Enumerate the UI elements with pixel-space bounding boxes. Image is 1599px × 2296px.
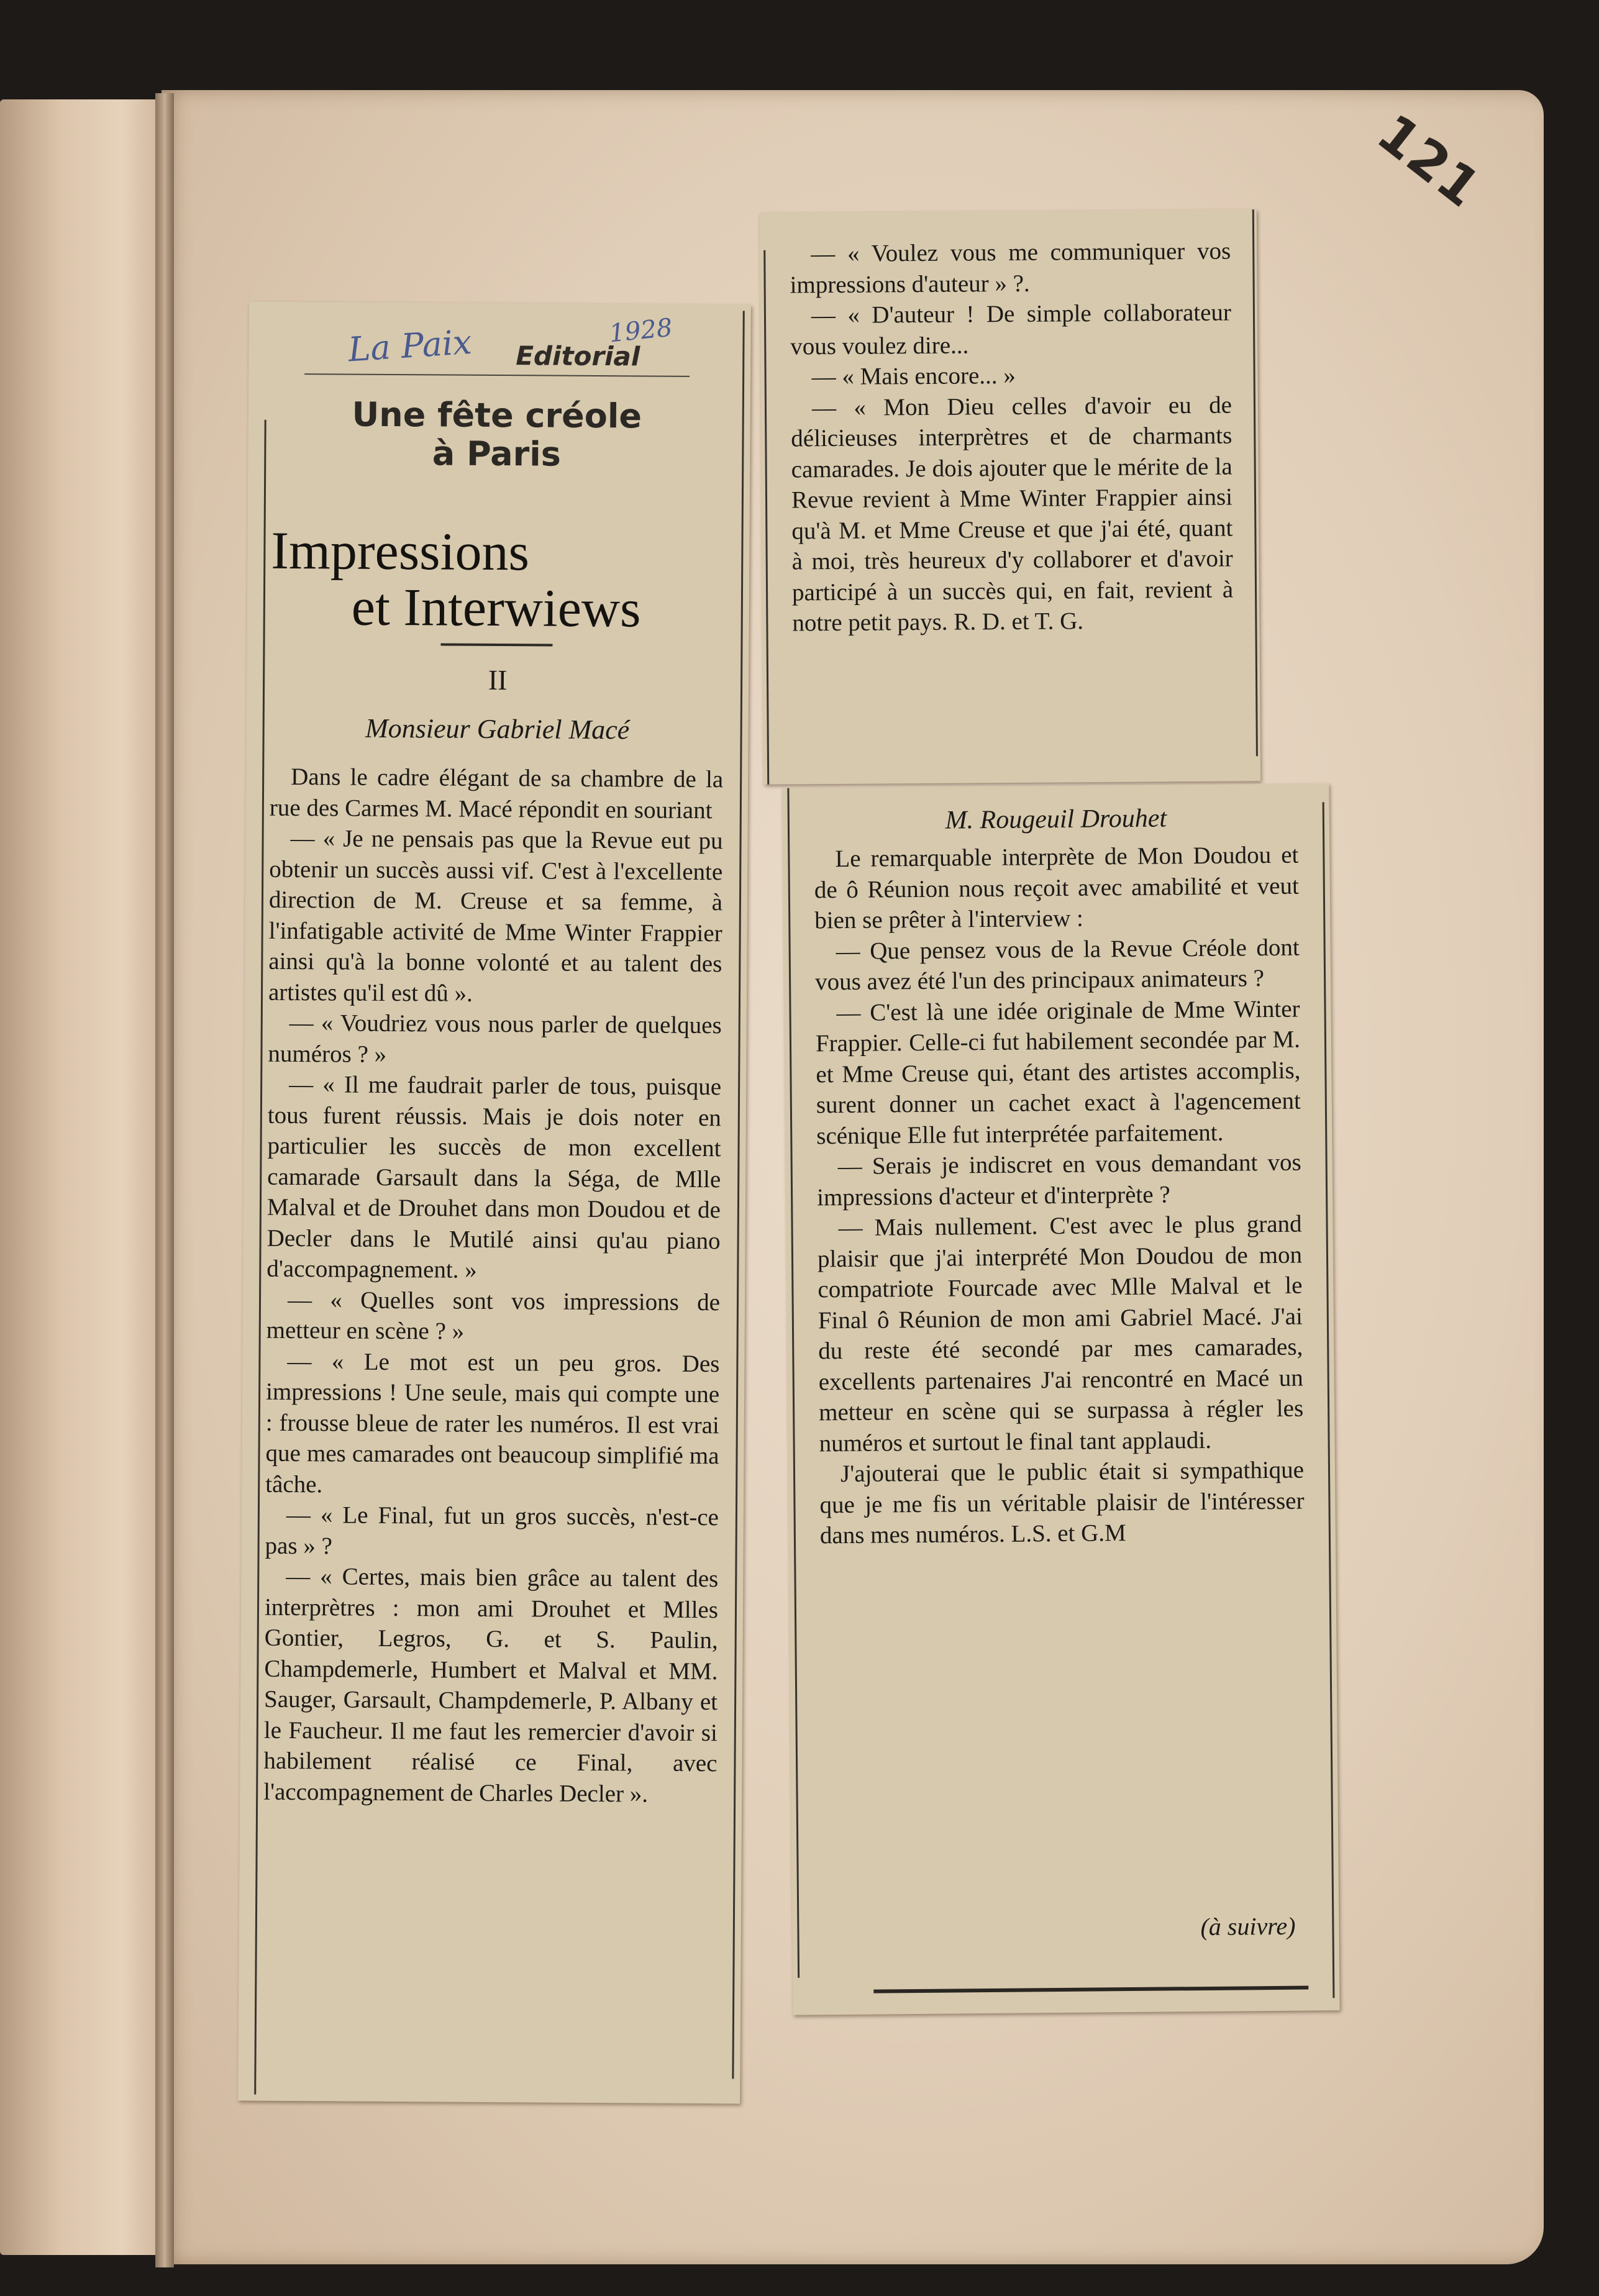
article-body	[814, 840, 1305, 1551]
paragraph: — Serais je indiscret en vous demandant vos impressions d'acteur et d'interprète ?	[816, 1149, 1301, 1211]
paragraph: — Mais nullement. C'est avec le plus grand plaisir que j'ai interprété Mon Doudou de mon compatriote Fourcade avec Mlle Malval et le Final ô Réunion de mon ami Gabriel Macé. J'ai du reste été secondé par mes camarades, excellents partenaires J'ai rencontré en Macé un metteur en scène qui se surpassa à régler les numéros et surtout le final tant applaudi.	[817, 1210, 1304, 1457]
article-body	[263, 762, 723, 1810]
paragraph: — C'est là une idée originale de Mme Winter Frappier. Celle-ci fut habilement secondée par M. et Mme Creuse qui, étant des artistes accomplis, surent donner un cachet exact à l'agencement scénique Elle fut interprétée parfaitement.	[815, 995, 1301, 1149]
paragraph: — « Voudriez vous nous parler de quelques numéros ? »	[268, 1009, 722, 1068]
paragraph: — « Quelles sont vos impressions de metteur en scène ? »	[266, 1286, 721, 1345]
book-spine	[155, 93, 174, 2267]
paragraph: — « Le Final, fut un gros succès, n'est-ce pas » ?	[265, 1501, 719, 1559]
paragraph: — Que pensez vous de la Revue Créole dont vous avez été l'un des principaux animateurs ?	[814, 934, 1300, 996]
paragraph: Le remarquable interprète de Mon Doudou et de ô Réunion nous reçoit avec amabilité et veut bien se prêter à l'interview :	[814, 841, 1299, 934]
paragraph: — « Le mot est un peu gros. Des impressions ! Une seule, mais qui compte une : frousse bleue de rater les numéros. Il est vrai que mes camarades ont beaucoup simplifié ma tâche.	[265, 1347, 720, 1498]
to-be-continued: (à suivre)	[1200, 1911, 1296, 1941]
clipping-top-right	[760, 209, 1260, 785]
paragraph: Dans le cadre élégant de sa chambre de la rue des Carmes M. Macé répondit en souriant	[269, 763, 724, 824]
part-number: II	[488, 663, 508, 696]
left-page-edge	[0, 99, 174, 2255]
kicker	[279, 395, 714, 475]
interviewee-name: Monsieur Gabriel Macé	[365, 713, 630, 745]
divider	[304, 373, 690, 377]
column-rule	[1252, 209, 1258, 756]
headline-line: Impressions	[271, 520, 530, 582]
paragraph: J'ajouterai que le public était si sympathique que je me fis un véritable plaisir de l'intéresser dans mes numéros. L.S. et G.M	[819, 1456, 1305, 1549]
section-label: Editorial	[516, 340, 640, 372]
paragraph: — « D'auteur ! De simple collaborateur vous voulez dire...	[790, 299, 1232, 360]
end-rule	[873, 1986, 1308, 1993]
paragraph: — « Certes, mais bien grâce au talent des interprètres : mon ami Drouhet et Mlles Gontier, Legros, G. et S. Paulin, Champdemerle, Humbert et Malval et MM. Sauger, Garsault, Champdemerle, P. Albany et le Faucheur. Il me faut les remercier d'avoir si habilement réalisé ce Final, avec l'accompagnement de Charles Decler ».	[263, 1562, 719, 1808]
kicker-line: Une fête créole	[352, 394, 642, 436]
headline-line: et Interwiews	[351, 576, 641, 639]
page-number: 121	[1366, 102, 1493, 220]
kicker-line: à Paris	[432, 434, 562, 474]
handwritten-year-note: 1928	[608, 313, 674, 348]
column-rule	[763, 250, 769, 785]
paragraph: — « Mon Dieu celles d'avoir eu de délicieuses interprètres et de charmants camarades. Je dois ajouter que le mérite de la Revue revient à Mme Winter Frappier ainsi qu'à M. et Mme Creuse et que j'ai été, quant à moi, très heureux d'y collaborer et d'avoir participé à un succès qui, en fait, revient à notre petit pays. R. D. et T. G.	[791, 391, 1234, 637]
handwritten-source-note: La Paix	[347, 322, 473, 370]
article-body	[790, 236, 1233, 639]
divider	[440, 643, 552, 646]
interviewee-name: M. Rougeuil Drouhet	[945, 804, 1167, 835]
paragraph: — « Voulez vous me communiquer vos impressions d'auteur » ?.	[790, 237, 1231, 298]
paragraph: — « Mais encore... »	[811, 362, 1016, 391]
clipping-bottom-right	[782, 783, 1339, 2015]
paragraph: — « Il me faudrait parler de tous, puisque tous furent réussis. Mais je dois noter en particulier les succès de mon excellent camarade Garsault dans la Séga, de Mlle Malval et de Drouhet dans mon Doudou et de Decler dans le Mutilé ainsi qu'au piano d'accompagnement. »	[266, 1070, 722, 1283]
paragraph: — « Je ne pensais pas que la Revue eut pu obtenir un succès aussi vif. C'est à l'excellente direction de M. Creuse et sa femme, à l'infatigable activité de Mme Winter Frappier ainsi qu'à la bonne volonté et au talent des artistes qu'il est dû ».	[268, 824, 723, 1007]
clipping-left	[238, 302, 751, 2104]
